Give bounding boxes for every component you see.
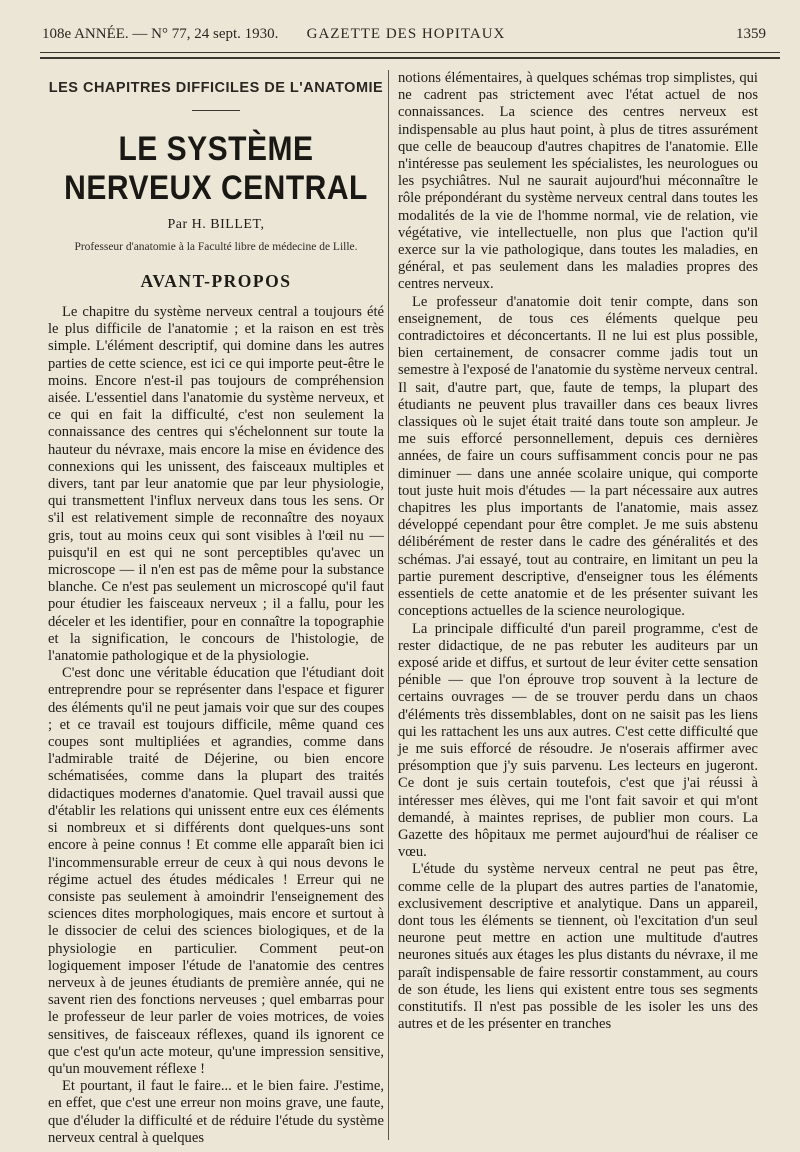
paragraph: Le professeur d'anatomie doit tenir compte, dans son enseignement, de tous ces éléments quelque peu contradictoires et déconcertants. Il ne lui est plus possible, bien certainement, de consacrer comme jadis tout un semestre à l'exposé de l'anatomie du système nerveux central. Il sait, d'autre part, que, faute de temps, la plupart des étudiants ne peuvent plus travailler dans ces beaux livres classiques où le sujet était traité dans toute son ampleur. Je me suis efforcé personnellement, depuis ces dernières années, de faire un cours suffisamment concis pour ne pas diminuer — dans une année scolaire unique, qui comporte tout juste huit mois d'études — la part nécessaire aux autres chapitres les plus importants de l'anatomie, mais assez développé cependant pour être complet. Je me suis abstenu délibérément de rester dans le cadre des généralités et des schémas. J'ai essayé, tout au contraire, en limitant un peu la partie purement descriptive, d'enseigner tous les éléments essentiels de cette anatomie et de les présenter suivant les conceptions actuelles de la science neurologique.	[398, 293, 758, 620]
left-column	[48, 70, 384, 1147]
column-separator	[388, 70, 389, 1140]
paragraph: L'étude du système nerveux central ne peut pas être, comme celle de la plupart des autres parties de l'anatomie, exclusivement descriptive et analytique. Dans un appareil, dont tous les éléments se tiennent, où l'excitation d'un seul neurone peut mettre en action une multitude d'autres neurones situés aux étages les plus distants du névraxe, il me paraît indispensable de faire ressortir constamment, au cours de son étude, les liens qui existent entre tous ses segments constitutifs. Il n'est pas possible de les isoler les uns des autres et de les présenter en tranches	[398, 861, 758, 1033]
paragraph: La principale difficulté d'un pareil programme, c'est de rester didactique, de ne pas rebuter les auditeurs par un exposé aride et diffus, et surtout de leur éviter cette sensation pénible — que l'on éprouve trop souvent à la lecture de certains ouvrages — de se trouver perdu dans un chaos d'éléments très dissemblables, dont on ne saisit pas les liens qui les rattachent les uns aux autres. C'est cette difficulté que je me suis efforcé de résoudre. Je n'oserais affirmer avec présomption que j'y suis parvenu. Les lecteurs en jugeront. Ce dont je suis certain toutefois, c'est que j'ai réussi à intéresser mes élèves, qui me l'ont fait savoir et qui m'ont demandé, à maintes reprises, de publier mon cours. La Gazette des hôpitaux me permet aujourd'hui de réaliser ce vœu.	[398, 620, 758, 861]
paragraph: notions élémentaires, à quelques schémas trop simplistes, qui ne cadrent pas strictement avec l'état actuel de nos connaissances. La science des centres nerveux est indispensable au plus haut point, à plus de titres assurément que celle de beaucoup d'autres chapitres de l'anatomie. Elle n'intéresse pas seulement les spécialistes, les neurologues ou les psychiâtres. Nul ne saurait aujourd'hui méconnaître le rôle prépondérant du système nerveux central dans toutes les modalités de la vie de l'homme normal, vie de relation, vie végétative, vie intellectuelle, non plus que l'action qu'il exerce sur la vie pathologique, dans toutes les maladies, en général, et pas seulement dans les maladies propres des centres nerveux.	[398, 70, 758, 293]
left-body	[48, 304, 384, 1147]
right-column	[398, 70, 758, 1033]
journal-title: GAZETTE DES HOPITAUX	[306, 26, 506, 42]
paragraph: Le chapitre du système nerveux central a toujours été le plus difficile de l'anatomie ; et la raison en est très simple. L'élément descriptif, qui domine dans les autres parties de cette science, est ici ce qui importe peut-être le moins. Encore n'est-il pas toujours de compréhension aisée. L'essentiel dans l'anatomie du système nerveux, et ce qui en fait la difficulté, c'est non seulement la connaissance des centres qui s'échelonnent sur toute la hauteur du névraxe, mais encore la mise en évidence des connexions qui les unissent, des faisceaux multiples et divers, tant par leur anatomie que par leur physiologie, qui transmettent l'influx nerveux dans tous les sens. Or s'il est relativement simple de reconnaître des noyaux gris, tout au moins ceux qui sont visibles à l'œil nu — puisqu'il en est qui ne sont perceptibles qu'avec un microscope — il n'en est pas de même pour la substance blanche. Ce n'est pas seulement un microscopé qu'il faut pour étudier les faisceaux nerveux ; il a fallu, pour les déceler et les identifier, pour en connaître la topographie et la signification, le concours de l'histologie, de l'anatomie pathologique et de la physiologie.	[48, 304, 384, 665]
issue-info: 108e ANNÉE. — N° 77, 24 sept. 1930.	[42, 26, 279, 42]
author-affiliation: Professeur d'anatomie à la Faculté libre de médecine de Lille.	[74, 241, 358, 253]
page-number: 1359	[736, 26, 766, 42]
author-byline: Par H. BILLET,	[167, 217, 265, 232]
section-heading: AVANT-PROPOS	[140, 271, 292, 291]
header-rule-thick	[40, 57, 780, 59]
running-header	[40, 26, 772, 52]
right-body	[398, 70, 758, 1033]
paragraph: Et pourtant, il faut le faire... et le bien faire. J'estime, en effet, que c'est une erreur non moins grave, une faute, que d'éluder la difficulté et de réduire l'étude du système nerveux central à quelques	[48, 1078, 384, 1146]
series-kicker: LES CHAPITRES DIFFICILES DE L'ANATOMIE	[48, 80, 384, 96]
kicker-rule	[192, 110, 240, 111]
header-rule-thin	[40, 52, 780, 53]
paragraph: C'est donc une véritable éducation que l'étudiant doit entreprendre pour se représenter dans l'espace et figurer des éléments qu'il ne peut jamais voir que sur des coupes ; et ce travail est toujours difficile, même quand ces coupes sont multipliées et agrandies, comme dans l'admirable traité de Déjerine, ou bien encore schématisées, comme dans la plupart des traités didactiques modernes d'anatomie. Quel travail aussi que d'établir les relations qui unissent entre eux ces éléments si nombreux et si différents dont quelques-uns sont encore à peine connus ! Et comme elle apparaît bien ici l'incommensurable erreur de ceux à qui nous devons le régime actuel des études médicales ! Erreur qui ne consiste pas seulement à amoindrir l'enseignement des sciences dites morphologiques, mais encore et surtout à le dissocier de celui des sciences biologiques, et de la physiologie en particulier. Comment peut-on logiquement imposer l'étude de l'anatomie des centres nerveux à de jeunes étudiants de première année, qui ne savent rien des fonctions nerveuses ; quel embarras pour le professeur de leur parler de voies motrices, de voies sensitives, de faisceaux réflexes, quand ils ignorent ce que c'est qu'un acte moteur, qu'une impression sensitive, qu'un mouvement réflexe !	[48, 665, 384, 1077]
article-title: LE SYSTÈME NERVEUX CENTRAL	[64, 129, 368, 207]
